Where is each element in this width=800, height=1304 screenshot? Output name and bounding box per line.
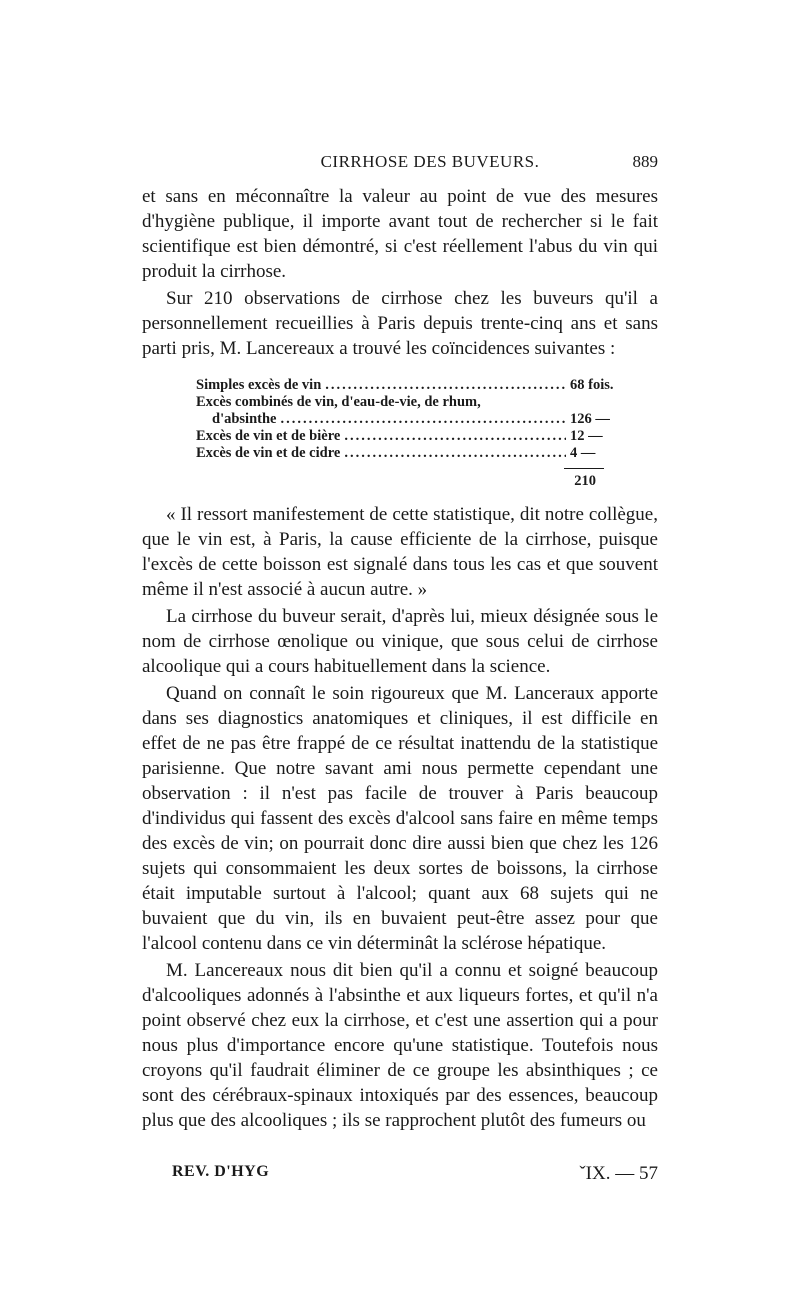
stat-value: 12 — [570, 428, 603, 444]
stat-label: Excès de vin et de cidre [196, 445, 341, 461]
stat-row [196, 394, 628, 411]
running-title: CIRRHOSE DES BUVEURS. [320, 152, 540, 171]
volume-sheet-number: ˇIX. — 57 [579, 1163, 658, 1184]
stat-label: Excès de vin et de bière [196, 428, 341, 444]
paragraph-6: M. Lancereaux nous dit bien qu'il a connu et soigné beaucoup d'alcooliques adonnés à l'absinthe et aux liqueurs fortes, et qu'il n'a point observé chez eux la cirrhose, et c'est une assertion qui a pour nous plus d'importance encore qu'une statistique. Toutefois nous croyons qu'il faudrait éliminer de ce groupe les absinthiques ; ce sont des cérébraux-spinaux intoxiqués par des essences, beaucoup plus que des alcooliques ; ils se rapprochent plutôt des fumeurs ou [142, 960, 658, 1131]
stat-label: Excès combinés de vin, d'eau-de-vie, de rhum, [196, 394, 481, 410]
stat-value: 4 — [570, 445, 596, 461]
paragraph-1: et sans en méconnaître la valeur au point de vue des mesures d'hygiène publique, il importe avant tout de rechercher si le fait scientifique est bien démontré, si c'est réellement l'abus du vin qui produit la cirrhose. [142, 186, 658, 282]
stat-value: 126 — [570, 411, 610, 427]
statistics-table [196, 377, 628, 490]
page-number: 889 [632, 152, 658, 171]
paragraph-3: « Il ressort manifestement de cette statistique, dit notre collègue, que le vin est, à Paris, la cause efficiente de la cirrhose, puisque l'excès de cette boisson est signalé dans tous les cas et que souvent même il n'est associé à aucun autre. » [142, 504, 658, 600]
leader-dots [325, 377, 566, 394]
paragraph-2: Sur 210 observations de cirrhose chez les buveurs qu'il a personnellement recueillies à Paris depuis trente-cinq ans et sans parti pris, M. Lancereaux a trouvé les coïncidences suivantes : [142, 288, 658, 359]
page-footer [172, 1163, 658, 1187]
stat-row [196, 411, 628, 428]
page-header [142, 152, 658, 178]
total-rule [564, 468, 604, 469]
stat-label: d'absinthe [212, 411, 277, 427]
stat-row [196, 445, 628, 462]
leader-dots [344, 445, 566, 462]
leader-dots [344, 428, 566, 445]
stat-total: 210 [574, 473, 596, 489]
journal-signature: REV. D'HYG [172, 1163, 270, 1180]
stat-label: Simples excès de vin [196, 377, 322, 393]
paragraph-4: La cirrhose du buveur serait, d'après lui, mieux désignée sous le nom de cirrhose œnolique ou vinique, que sous celui de cirrhose alcoolique qui a cours habituellement dans la science. [142, 606, 658, 677]
paragraph-5: Quand on connaît le soin rigoureux que M. Lanceraux apporte dans ses diagnostics anatomiques et cliniques, il est difficile en effet de ne pas être frappé de ce résultat inattendu de la statistique parisienne. Que notre savant ami nous permette cependant une observation : il n'est pas facile de trouver à Paris beaucoup d'individus qui fassent des excès d'alcool sans faire en même temps des excès de vin; on pourrait donc dire aussi bien que chez les 126 sujets qui consommaient les deux sortes de boissons, la cirrhose était imputable surtout à l'alcool; quant aux 68 sujets qui ne buvaient que du vin, ils en buvaient peut-être assez pour que l'alcool contenu dans ce vin déterminât la sclérose hépatique. [142, 683, 658, 954]
leader-dots [280, 411, 566, 428]
stat-value: 68 fois. [570, 377, 614, 393]
stat-row [196, 428, 628, 445]
stat-row [196, 377, 628, 394]
body-text [142, 184, 658, 1133]
